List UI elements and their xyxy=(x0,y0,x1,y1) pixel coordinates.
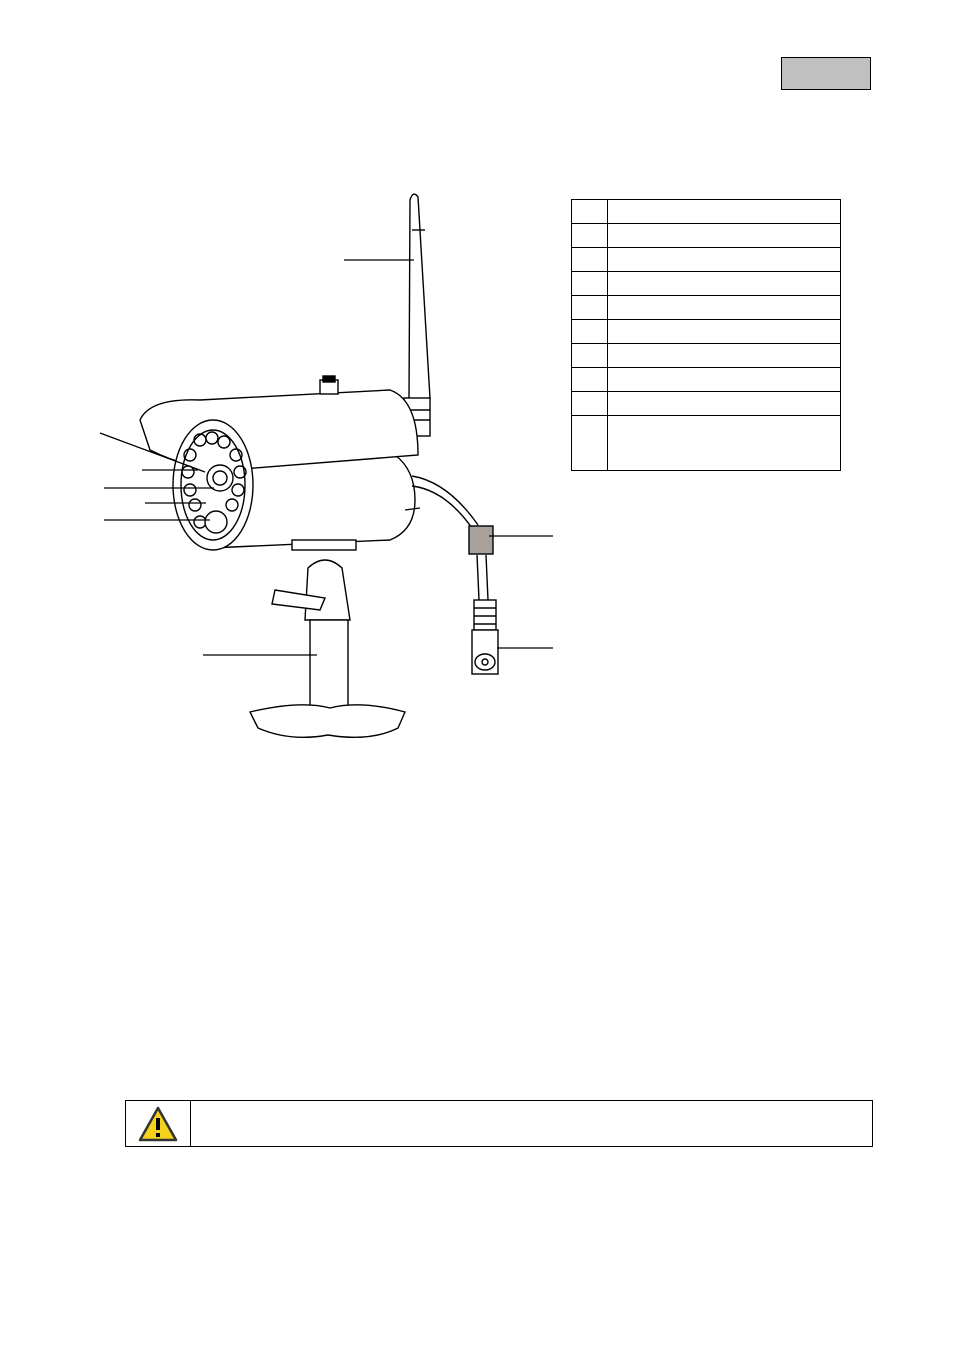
part-description xyxy=(608,320,841,344)
part-description xyxy=(608,368,841,392)
warning-triangle-icon xyxy=(138,1106,178,1142)
part-description xyxy=(608,296,841,320)
table-row xyxy=(572,320,841,344)
stand-icon xyxy=(250,540,405,737)
part-description xyxy=(608,248,841,272)
part-description xyxy=(608,344,841,368)
part-number xyxy=(572,272,608,296)
table-row xyxy=(572,392,841,416)
part-number xyxy=(572,368,608,392)
table-row xyxy=(572,416,841,471)
part-number xyxy=(572,416,608,471)
table-row xyxy=(572,344,841,368)
part-number xyxy=(572,296,608,320)
table-row xyxy=(572,296,841,320)
table-row xyxy=(572,272,841,296)
part-description xyxy=(608,200,841,224)
table-row xyxy=(572,368,841,392)
warning-text xyxy=(191,1101,872,1146)
part-number xyxy=(572,320,608,344)
part-number xyxy=(572,344,608,368)
light-sensor-icon xyxy=(205,511,227,533)
part-description xyxy=(608,392,841,416)
power-connector-icon xyxy=(472,600,498,674)
parts-table xyxy=(571,199,841,471)
part-number xyxy=(572,224,608,248)
lens-icon xyxy=(207,465,233,491)
antenna-icon xyxy=(404,194,430,436)
table-row xyxy=(572,248,841,272)
table-row xyxy=(572,224,841,248)
part-description xyxy=(608,272,841,296)
part-number xyxy=(572,200,608,224)
part-number xyxy=(572,248,608,272)
table-row xyxy=(572,200,841,224)
warning-box xyxy=(125,1100,873,1147)
part-description xyxy=(608,224,841,248)
part-description xyxy=(608,416,841,471)
part-number xyxy=(572,392,608,416)
cable-clip-icon xyxy=(469,526,493,554)
warning-icon-cell xyxy=(126,1101,191,1146)
